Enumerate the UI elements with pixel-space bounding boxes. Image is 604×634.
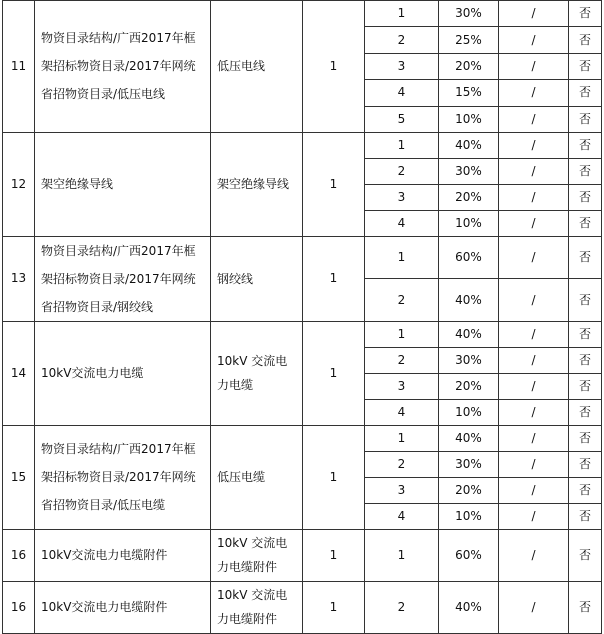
item-category-cell: 架空绝缘导线	[211, 132, 303, 236]
percentage-cell: 20%	[439, 184, 499, 210]
row-number-cell: 4	[365, 80, 439, 106]
percentage-cell: 20%	[439, 53, 499, 79]
item-name-cell: 物资目录结构/广西2017年框架招标物资目录/2017年网统省招物资目录/低压电缆	[35, 425, 211, 529]
row-number-cell: 1	[365, 321, 439, 347]
row-number-cell: 3	[365, 184, 439, 210]
item-category-cell: 10kV 交流电力电缆附件	[211, 529, 303, 581]
item-name-cell: 10kV交流电力电缆附件	[35, 581, 211, 633]
flag-cell: 否	[569, 399, 602, 425]
percentage-cell: 10%	[439, 503, 499, 529]
flag-cell: 否	[569, 1, 602, 27]
separator-cell: /	[499, 477, 569, 503]
row-number-cell: 1	[365, 1, 439, 27]
row-number-cell: 2	[365, 451, 439, 477]
item-name-cell: 10kV交流电力电缆	[35, 321, 211, 425]
flag-cell: 否	[569, 27, 602, 53]
item-id-cell: 16	[3, 529, 35, 581]
row-number-cell: 2	[365, 279, 439, 322]
item-id-cell: 12	[3, 132, 35, 236]
separator-cell: /	[499, 399, 569, 425]
table-body	[3, 1, 602, 634]
table-row	[3, 132, 602, 158]
percentage-cell: 30%	[439, 347, 499, 373]
row-number-cell: 4	[365, 503, 439, 529]
percentage-cell: 40%	[439, 425, 499, 451]
item-qty-cell: 1	[303, 529, 365, 581]
percentage-cell: 15%	[439, 80, 499, 106]
separator-cell: /	[499, 321, 569, 347]
separator-cell: /	[499, 279, 569, 322]
flag-cell: 否	[569, 210, 602, 236]
flag-cell: 否	[569, 529, 602, 581]
separator-cell: /	[499, 236, 569, 279]
item-name-cell: 架空绝缘导线	[35, 132, 211, 236]
separator-cell: /	[499, 158, 569, 184]
flag-cell: 否	[569, 236, 602, 279]
item-name-cell: 物资目录结构/广西2017年框架招标物资目录/2017年网统省招物资目录/低压电线	[35, 1, 211, 133]
percentage-cell: 40%	[439, 279, 499, 322]
row-number-cell: 4	[365, 210, 439, 236]
separator-cell: /	[499, 80, 569, 106]
item-id-cell: 14	[3, 321, 35, 425]
item-qty-cell: 1	[303, 425, 365, 529]
percentage-cell: 30%	[439, 451, 499, 477]
row-number-cell: 1	[365, 132, 439, 158]
percentage-cell: 60%	[439, 236, 499, 279]
row-number-cell: 2	[365, 27, 439, 53]
separator-cell: /	[499, 581, 569, 633]
percentage-cell: 10%	[439, 106, 499, 132]
flag-cell: 否	[569, 184, 602, 210]
percentage-cell: 10%	[439, 399, 499, 425]
percentage-cell: 20%	[439, 373, 499, 399]
separator-cell: /	[499, 106, 569, 132]
row-number-cell: 2	[365, 158, 439, 184]
row-number-cell: 2	[365, 581, 439, 633]
flag-cell: 否	[569, 279, 602, 322]
row-number-cell: 5	[365, 106, 439, 132]
flag-cell: 否	[569, 503, 602, 529]
separator-cell: /	[499, 210, 569, 236]
flag-cell: 否	[569, 581, 602, 633]
item-category-cell: 钢绞线	[211, 236, 303, 321]
percentage-cell: 20%	[439, 477, 499, 503]
separator-cell: /	[499, 132, 569, 158]
item-id-cell: 13	[3, 236, 35, 321]
table-row	[3, 321, 602, 347]
row-number-cell: 4	[365, 399, 439, 425]
item-qty-cell: 1	[303, 236, 365, 321]
item-qty-cell: 1	[303, 1, 365, 133]
item-qty-cell: 1	[303, 321, 365, 425]
flag-cell: 否	[569, 373, 602, 399]
item-category-cell: 10kV 交流电力电缆附件	[211, 581, 303, 633]
item-category-cell: 10kV 交流电力电缆	[211, 321, 303, 425]
row-number-cell: 3	[365, 373, 439, 399]
table-row	[3, 425, 602, 451]
percentage-cell: 60%	[439, 529, 499, 581]
table-row	[3, 236, 602, 279]
row-number-cell: 1	[365, 425, 439, 451]
separator-cell: /	[499, 1, 569, 27]
percentage-cell: 40%	[439, 132, 499, 158]
item-qty-cell: 1	[303, 132, 365, 236]
item-name-cell: 10kV交流电力电缆附件	[35, 529, 211, 581]
separator-cell: /	[499, 529, 569, 581]
table-row	[3, 529, 602, 581]
row-number-cell: 3	[365, 477, 439, 503]
percentage-cell: 30%	[439, 1, 499, 27]
percentage-cell: 10%	[439, 210, 499, 236]
flag-cell: 否	[569, 451, 602, 477]
percentage-cell: 40%	[439, 581, 499, 633]
row-number-cell: 2	[365, 347, 439, 373]
flag-cell: 否	[569, 425, 602, 451]
flag-cell: 否	[569, 80, 602, 106]
flag-cell: 否	[569, 53, 602, 79]
flag-cell: 否	[569, 132, 602, 158]
separator-cell: /	[499, 503, 569, 529]
separator-cell: /	[499, 184, 569, 210]
flag-cell: 否	[569, 321, 602, 347]
percentage-cell: 25%	[439, 27, 499, 53]
table-row	[3, 1, 602, 27]
item-category-cell: 低压电缆	[211, 425, 303, 529]
item-qty-cell: 1	[303, 581, 365, 633]
flag-cell: 否	[569, 477, 602, 503]
separator-cell: /	[499, 347, 569, 373]
item-id-cell: 15	[3, 425, 35, 529]
table-row	[3, 581, 602, 633]
percentage-cell: 30%	[439, 158, 499, 184]
separator-cell: /	[499, 373, 569, 399]
percentage-cell: 40%	[439, 321, 499, 347]
flag-cell: 否	[569, 106, 602, 132]
separator-cell: /	[499, 27, 569, 53]
row-number-cell: 3	[365, 53, 439, 79]
row-number-cell: 1	[365, 529, 439, 581]
item-id-cell: 16	[3, 581, 35, 633]
separator-cell: /	[499, 53, 569, 79]
separator-cell: /	[499, 451, 569, 477]
flag-cell: 否	[569, 347, 602, 373]
separator-cell: /	[499, 425, 569, 451]
item-id-cell: 11	[3, 1, 35, 133]
row-number-cell: 1	[365, 236, 439, 279]
item-name-cell: 物资目录结构/广西2017年框架招标物资目录/2017年网统省招物资目录/钢绞线	[35, 236, 211, 321]
item-category-cell: 低压电线	[211, 1, 303, 133]
flag-cell: 否	[569, 158, 602, 184]
allocation-table	[2, 0, 602, 634]
